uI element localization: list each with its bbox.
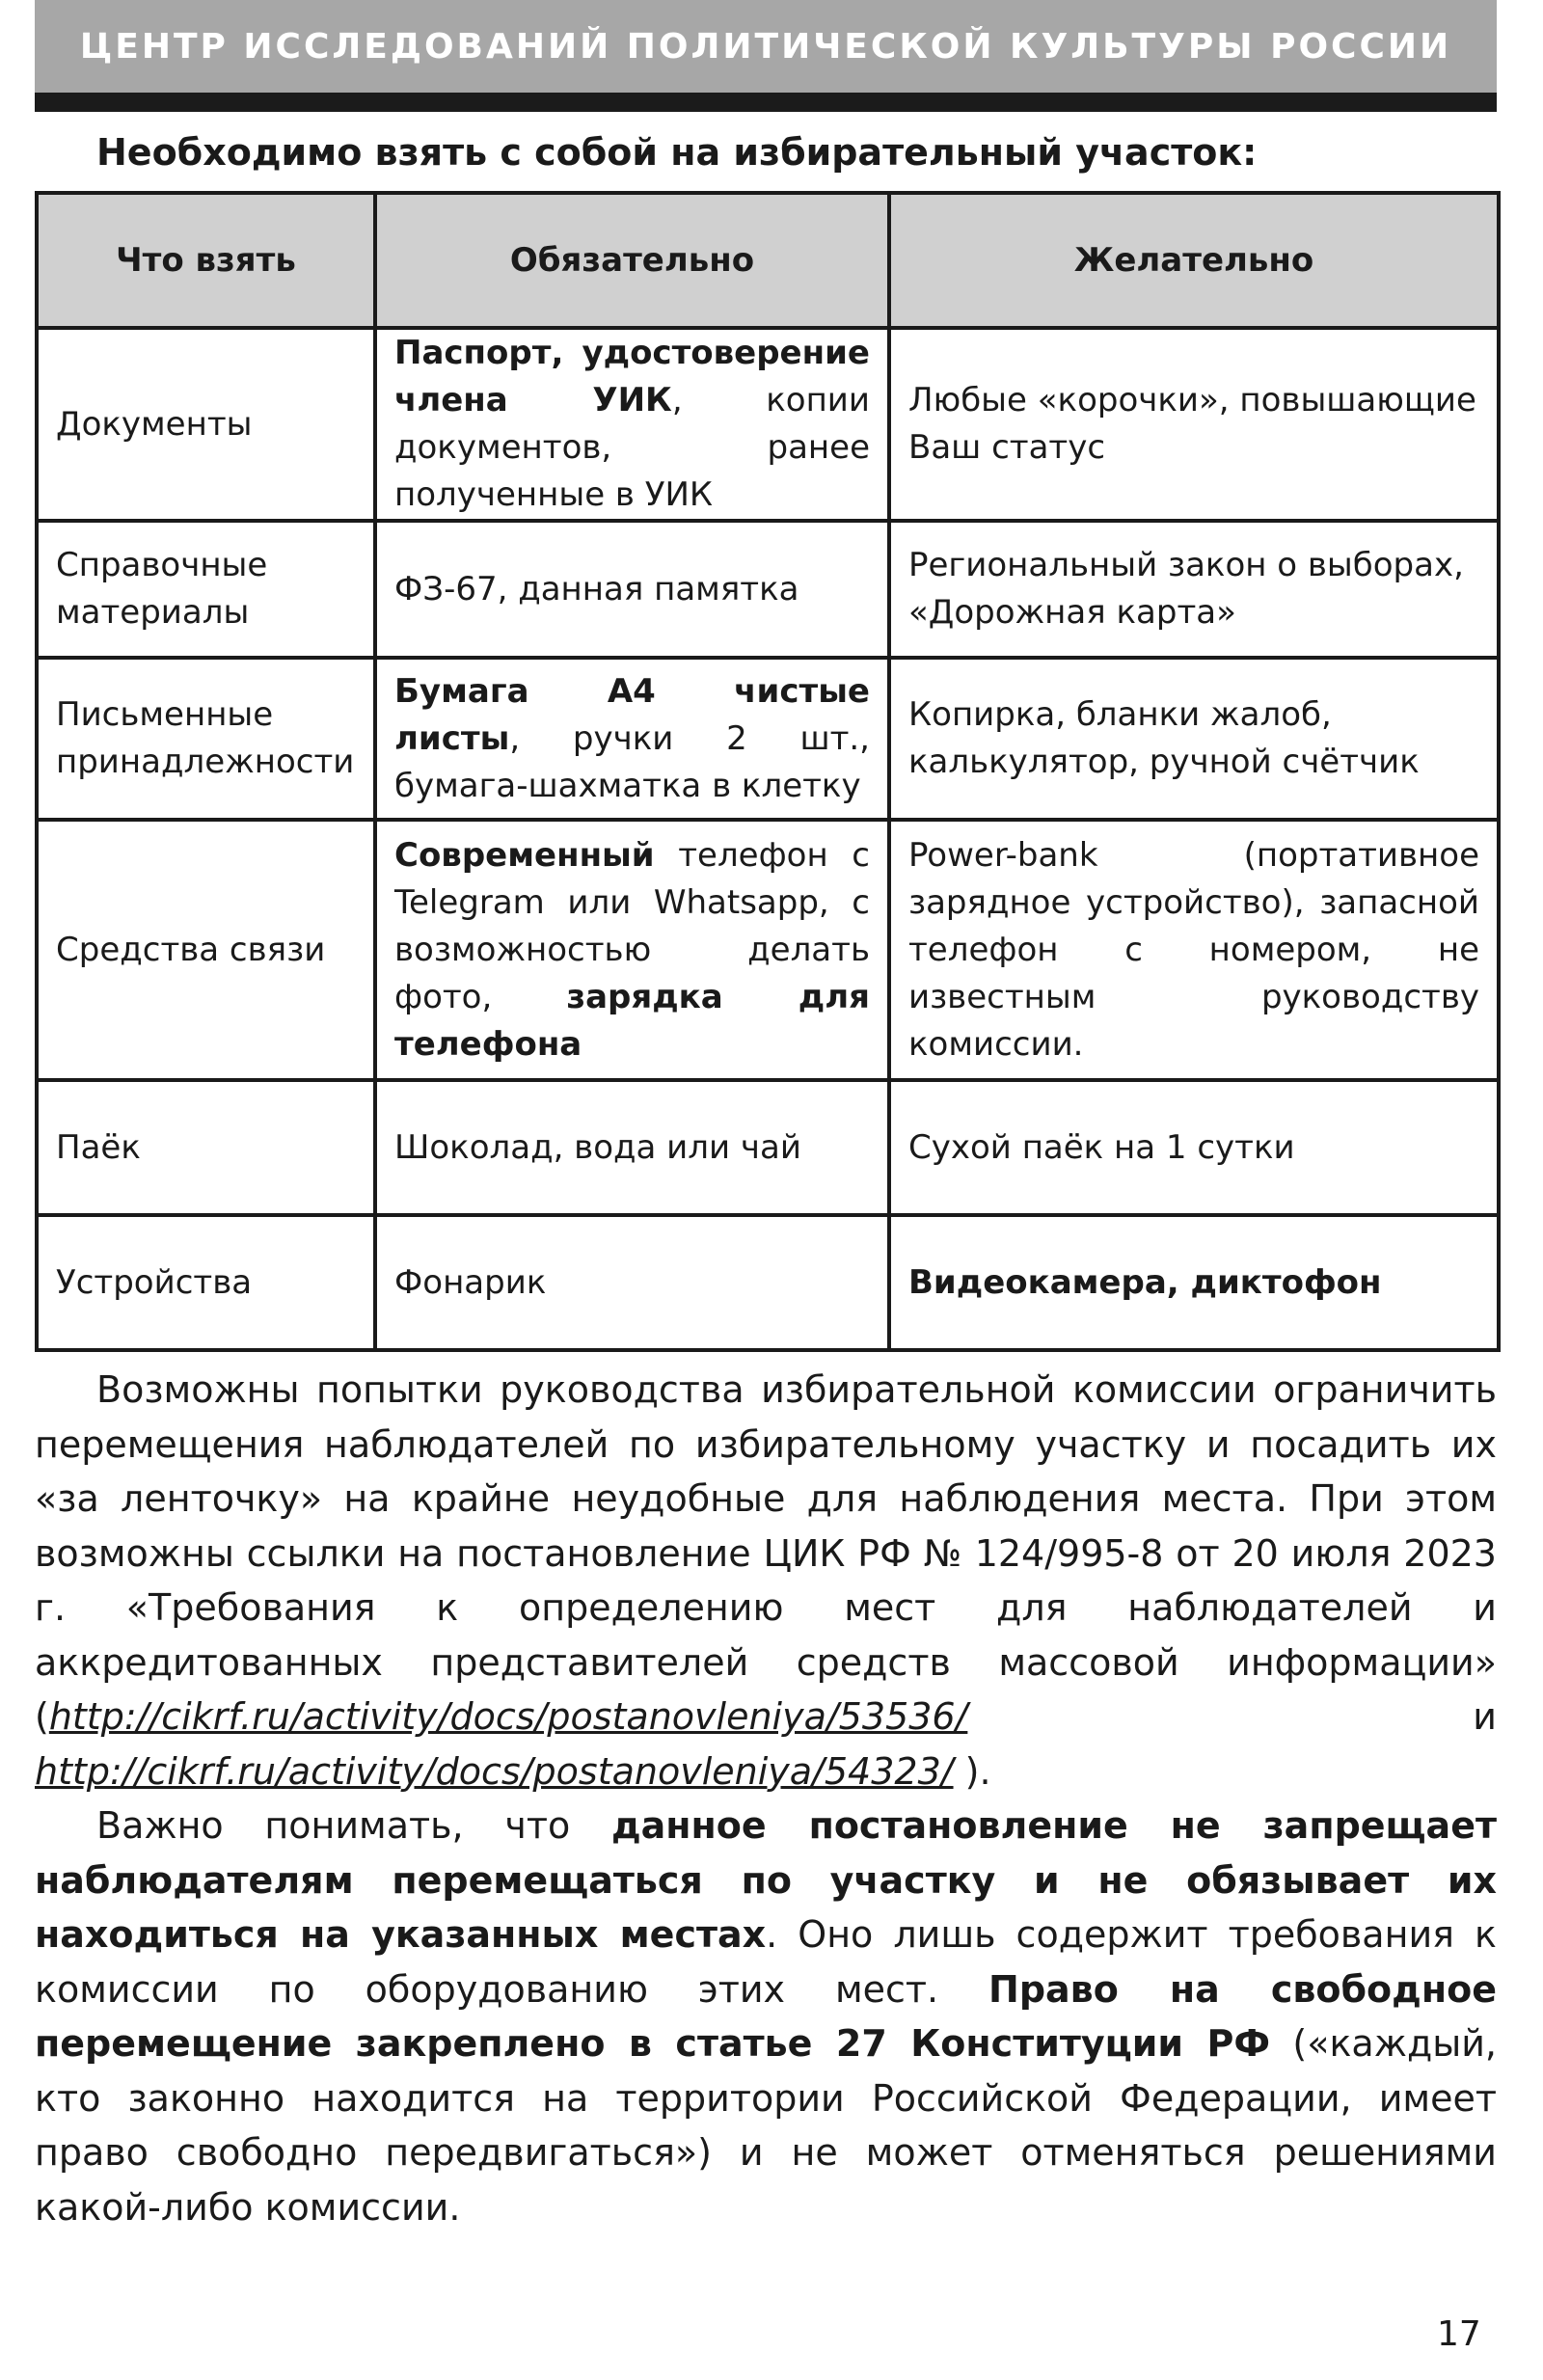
body-text — [35, 1363, 1497, 2234]
cell-required-bold-2: зарядка для телефона — [394, 977, 870, 1064]
paragraph-text: Возможны попытки руководства избирательной комиссии ограничить перемещения наблюдателей по избирательному участку и посадить их «за ленточку» на крайне неудобные для наблюдения места. При этом возможны ссылки на постановление ЦИК РФ № 124/995-8 от 20 июля 2023 г. «Требования к определению мест для наблюдателей и аккредитованных представителей средств массовой информации» ( — [35, 1368, 1497, 1738]
cell-required-bold: Паспорт, удостоверение члена УИК — [394, 334, 870, 419]
table-row — [37, 1215, 1499, 1350]
table-row — [37, 328, 1499, 521]
paragraph-text: и — [967, 1695, 1497, 1738]
header-optional: Желательно — [889, 193, 1499, 328]
paragraph-emphasis: данное постановление не запрещает наблюдателям перемещаться по участку и не обязывает их находиться на указанных местах — [35, 1804, 1497, 1956]
cell-optional: Видеокамера, диктофон — [889, 1215, 1499, 1350]
cell-optional: Сухой паёк на 1 сутки — [889, 1080, 1499, 1215]
cell-required-bold: Бумага А4 чистые листы — [394, 671, 870, 758]
cell-required-text: , копии документов, ранее полученные в УИК — [394, 381, 870, 514]
cell-required-text: , ручки 2 шт., бумага-шахматка в клетку — [394, 718, 870, 805]
cell-required: ФЗ-67, данная памятка — [375, 521, 889, 658]
items-table — [35, 191, 1501, 1352]
cell-what: Справочные материалы — [37, 521, 375, 658]
header-required: Обязательно — [375, 193, 889, 328]
table-header-row — [37, 193, 1499, 328]
paragraph-freedom — [35, 1799, 1497, 2234]
cik-link-54323[interactable]: http://cikrf.ru/activity/docs/postanovleniya/54323/ — [35, 1749, 954, 1793]
paragraph-restrictions — [35, 1363, 1497, 1799]
table-row — [37, 1080, 1499, 1215]
cell-required-bold: Современный — [394, 835, 655, 875]
cell-optional: Любые «корочки», повышающие Ваш статус — [889, 328, 1499, 521]
header-what: Что взять — [37, 193, 375, 328]
cell-what: Письменные принадлежности — [37, 658, 375, 820]
cell-optional: Копирка, бланки жалоб, калькулятор, ручной счётчик — [889, 658, 1499, 820]
cik-link-53536[interactable]: http://cikrf.ru/activity/docs/postanovleniya/53536/ — [48, 1695, 968, 1738]
cell-what: Устройства — [37, 1215, 375, 1350]
paragraph-text: («каждый, кто законно находится на территории Российской Федерации, имеет право свободно передвигаться») и не может отменяться решениями какой-либо комиссии. — [35, 2022, 1497, 2229]
table-row — [37, 658, 1499, 820]
cell-what: Паёк — [37, 1080, 375, 1215]
cell-required-text: телефон с Telegram или Whatsapp, с возможностью делать фото, — [394, 835, 870, 1016]
paragraph-emphasis: Право на свободное перемещение закреплено в статье 27 Конституции РФ — [35, 1967, 1497, 2065]
cell-required — [375, 820, 889, 1080]
header-divider — [35, 93, 1497, 112]
table-row — [37, 820, 1499, 1080]
page-number: 17 — [1437, 2314, 1481, 2354]
cell-what: Средства связи — [37, 820, 375, 1080]
paragraph-text: . Оно лишь содержит требования к комиссии по оборудованию этих мест. — [35, 1913, 1497, 2011]
page-header — [35, 0, 1497, 93]
section-title: Необходимо взять с собой на избирательный участок: — [96, 131, 1258, 174]
cell-what: Документы — [37, 328, 375, 521]
cell-optional: Региональный закон о выборах, «Дорожная карта» — [889, 521, 1499, 658]
table-row — [37, 521, 1499, 658]
paragraph-text: Важно понимать, что — [96, 1804, 611, 1847]
cell-optional: Power-bank (портативное зарядное устройство), запасной телефон с номером, не известным руководству комиссии. — [889, 820, 1499, 1080]
paragraph-text: ). — [953, 1749, 991, 1793]
cell-required — [375, 328, 889, 521]
header-title: ЦЕНТР ИССЛЕДОВАНИЙ ПОЛИТИЧЕСКОЙ КУЛЬТУРЫ РОССИИ — [79, 26, 1452, 67]
cell-required — [375, 658, 889, 820]
cell-required: Фонарик — [375, 1215, 889, 1350]
cell-required: Шоколад, вода или чай — [375, 1080, 889, 1215]
